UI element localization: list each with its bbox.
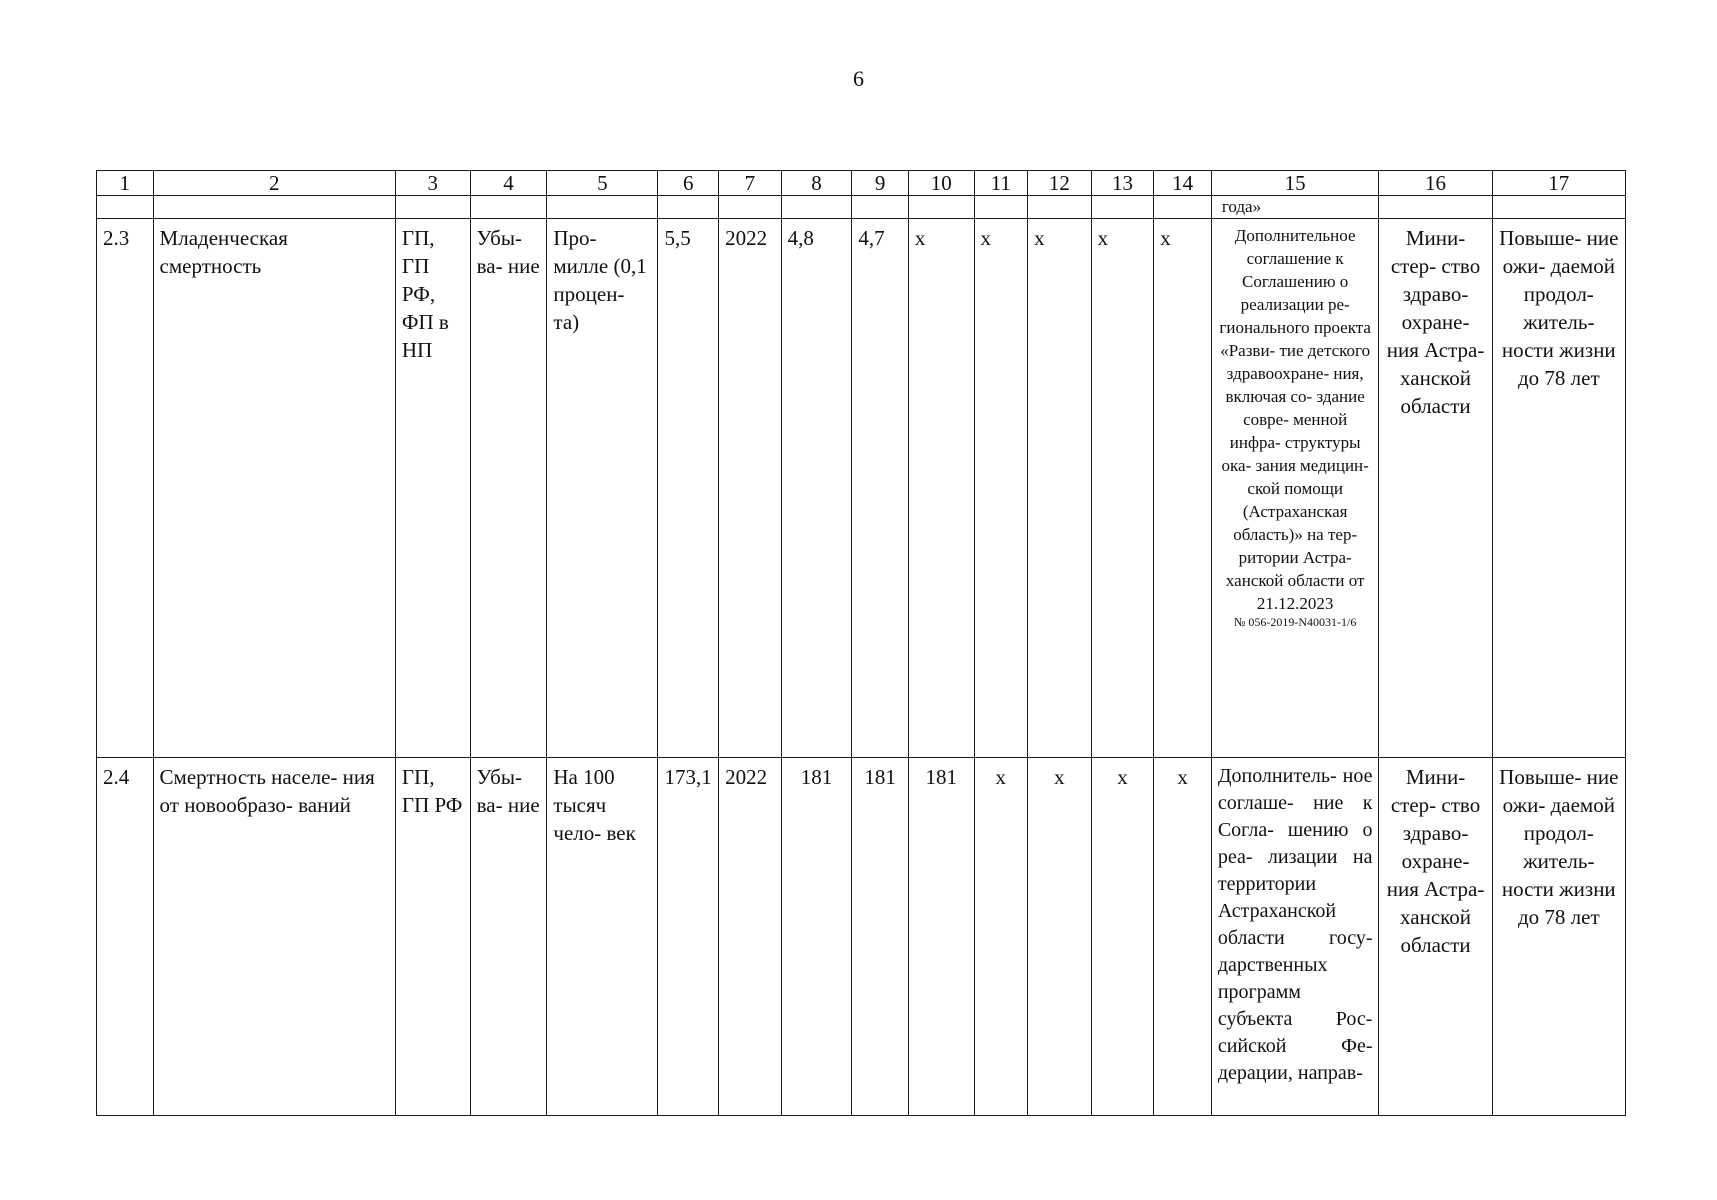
column-number: 9 — [852, 171, 909, 196]
value-col-12: x — [1028, 219, 1092, 758]
document-text: Дополнитель- ное соглаше- ние к Согла- шению о реа- лизации на территории Астраханской области госу- дарственных программ субъекта Рос- сийской Фе- дерации, направ- — [1211, 758, 1379, 1116]
indicator-type: ГП, ГП РФ, ФП в НП — [395, 219, 470, 758]
indicators-table — [96, 170, 1626, 1116]
column-number: 12 — [1028, 171, 1092, 196]
document-number: № 056-2019-N40031-1/6 — [1233, 615, 1357, 629]
document-cell — [1211, 219, 1379, 758]
column-number: 8 — [781, 171, 852, 196]
column-number: 15 — [1211, 171, 1379, 196]
value-col-10: x — [908, 219, 974, 758]
value-col-10: 181 — [908, 758, 974, 1116]
column-number: 13 — [1091, 171, 1154, 196]
value-col-11: x — [974, 758, 1028, 1116]
column-number: 3 — [395, 171, 470, 196]
column-number-row — [97, 171, 1626, 196]
base-year: 2022 — [719, 758, 782, 1116]
continuation-row — [97, 196, 1626, 219]
column-number: 4 — [470, 171, 547, 196]
column-number: 14 — [1154, 171, 1212, 196]
table-row — [97, 758, 1626, 1116]
value-col-14: x — [1154, 219, 1212, 758]
column-number: 6 — [658, 171, 719, 196]
indicator-unit: Про- милле (0,1 процен- та) — [547, 219, 658, 758]
indicator-name: Смертность населе- ния от новообразо- ваний — [153, 758, 395, 1116]
linked-goal: Повыше- ние ожи- даемой продол- житель- ности жизни до 78 лет — [1492, 758, 1625, 1116]
indicator-name: Младенческая смертность — [153, 219, 395, 758]
indicator-unit: На 100 тысяч чело- век — [547, 758, 658, 1116]
column-number: 17 — [1492, 171, 1625, 196]
value-col-9: 181 — [852, 758, 909, 1116]
column-number: 2 — [153, 171, 395, 196]
row-number: 2.4 — [97, 758, 154, 1116]
value-col-9: 4,7 — [852, 219, 909, 758]
linked-goal: Повыше- ние ожи- даемой продол- житель- ности жизни до 78 лет — [1492, 219, 1625, 758]
value-col-14: x — [1154, 758, 1212, 1116]
responsible-ministry: Мини- стер- ство здраво- охране- ния Астра- ханской области — [1379, 758, 1492, 1116]
table-row — [97, 219, 1626, 758]
indicator-type: ГП, ГП РФ — [395, 758, 470, 1116]
column-number: 11 — [974, 171, 1028, 196]
value-col-8: 4,8 — [781, 219, 852, 758]
column-number: 5 — [547, 171, 658, 196]
base-value: 173,1 — [658, 758, 719, 1116]
value-col-11: x — [974, 219, 1028, 758]
document-text: Дополнительное соглашение к Соглашению о реализации ре- гионального проекта «Разви- тие детского здравоохране- ния, включая со- здание совре- менной инфра- структуры ока- зания медицин- ской помощи (Астраханская область)» на тер- ритории Астра- ханской области от 21.12.2023 — [1219, 226, 1371, 613]
indicator-direction: Убы- ва- ние — [470, 219, 547, 758]
value-col-12: x — [1028, 758, 1092, 1116]
responsible-ministry: Мини- стер- ство здраво- охране- ния Астра- ханской области — [1379, 219, 1492, 758]
row-number: 2.3 — [97, 219, 154, 758]
value-col-13: x — [1091, 758, 1154, 1116]
column-number: 1 — [97, 171, 154, 196]
base-year: 2022 — [719, 219, 782, 758]
value-col-13: x — [1091, 219, 1154, 758]
column-number: 10 — [908, 171, 974, 196]
base-value: 5,5 — [658, 219, 719, 758]
column-number: 7 — [719, 171, 782, 196]
page-number: 6 — [853, 66, 864, 91]
indicator-direction: Убы- ва- ние — [470, 758, 547, 1116]
column-number: 16 — [1379, 171, 1492, 196]
value-col-8: 181 — [781, 758, 852, 1116]
continuation-text: года» — [1211, 196, 1379, 219]
